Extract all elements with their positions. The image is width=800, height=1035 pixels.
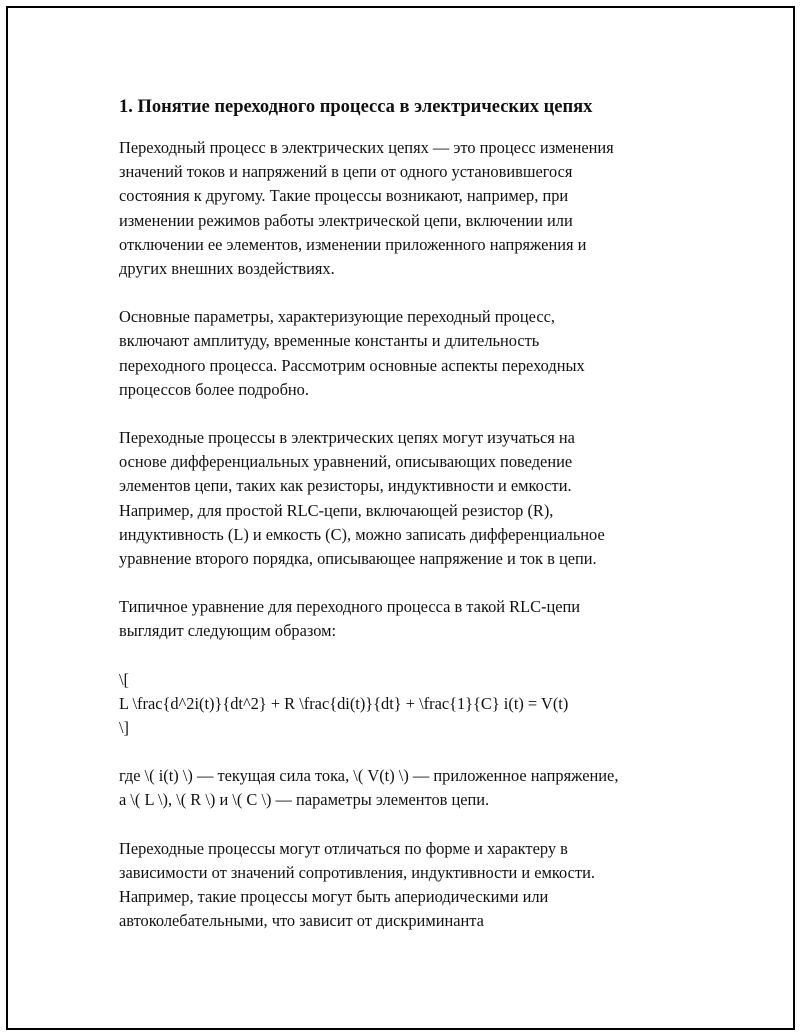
paragraph-equation-intro — [119, 595, 694, 643]
text-line: переходного процесса. Рассмотрим основные аспекты переходных — [119, 355, 585, 375]
text-line: основе дифференциальных уравнений, описывающих поведение — [119, 452, 573, 472]
text-line: других внешних воздействиях. — [119, 259, 335, 279]
text-line: Основные параметры, характеризующие переходный процесс, — [119, 307, 555, 327]
text-line: а \( L \), \( R \) и \( C \) — параметры элементов цепи. — [119, 790, 490, 810]
text-line: состояния к другому. Такие процессы возникают, например, при — [119, 186, 569, 206]
text-line: Переходные процессы могут отличаться по форме и характеру в — [119, 838, 568, 858]
document-page — [6, 6, 795, 1030]
section-heading: 1. Понятие переходного процесса в электрических цепях — [119, 97, 593, 117]
text-line: Например, такие процессы могут быть апериодическими или — [119, 887, 549, 907]
text-line: выглядит следующим образом: — [119, 621, 337, 641]
paragraph-intro — [119, 136, 694, 281]
paragraph-differential-equations — [119, 426, 694, 571]
text-line: изменении режимов работы электрической цепи, включении или — [119, 210, 573, 230]
text-line: Типичное уравнение для переходного процесса в такой RLC-цепи — [119, 597, 581, 617]
text-line: процессов более подробно. — [119, 379, 309, 399]
text-line: значений токов и напряжений в цепи от одного установившегося — [119, 162, 573, 182]
text-line: включают амплитуду, временные константы и длительность — [119, 331, 540, 351]
text-line: отключении ее элементов, изменении приложенного напряжения и — [119, 234, 587, 254]
text-line: автоколебательными, что зависит от дискриминанта — [119, 911, 484, 931]
text-line: зависимости от значений сопротивления, индуктивности и емкости. — [119, 862, 595, 882]
paragraph-variable-definitions — [119, 764, 694, 812]
paragraph-parameters — [119, 305, 694, 402]
text-line: уравнение второго порядка, описывающее напряжение и ток в цепи. — [119, 549, 597, 569]
text-line: элементов цепи, таких как резисторы, индуктивности и емкости. — [119, 476, 572, 496]
equation-line: \[ — [119, 669, 130, 689]
equation-line: L \frac{d^2i(t)}{dt^2} + R \frac{di(t)}{dt} + \frac{1}{C} i(t) = V(t) — [119, 693, 569, 713]
text-line: где \( i(t) \) — текущая сила тока, \( V(t) \) — приложенное напряжение, — [119, 766, 619, 786]
text-line: Переходные процессы в электрических цепях могут изучаться на — [119, 428, 575, 448]
text-line: индуктивность (L) и емкость (C), можно записать дифференциальное — [119, 524, 605, 544]
text-line: Например, для простой RLC-цепи, включающей резистор (R), — [119, 500, 554, 520]
equation-line: \] — [119, 718, 130, 738]
paragraph-process-types — [119, 837, 694, 934]
text-line: Переходный процесс в электрических цепях — это процесс изменения — [119, 138, 614, 157]
equation-block — [119, 668, 694, 741]
document-body — [119, 94, 694, 957]
